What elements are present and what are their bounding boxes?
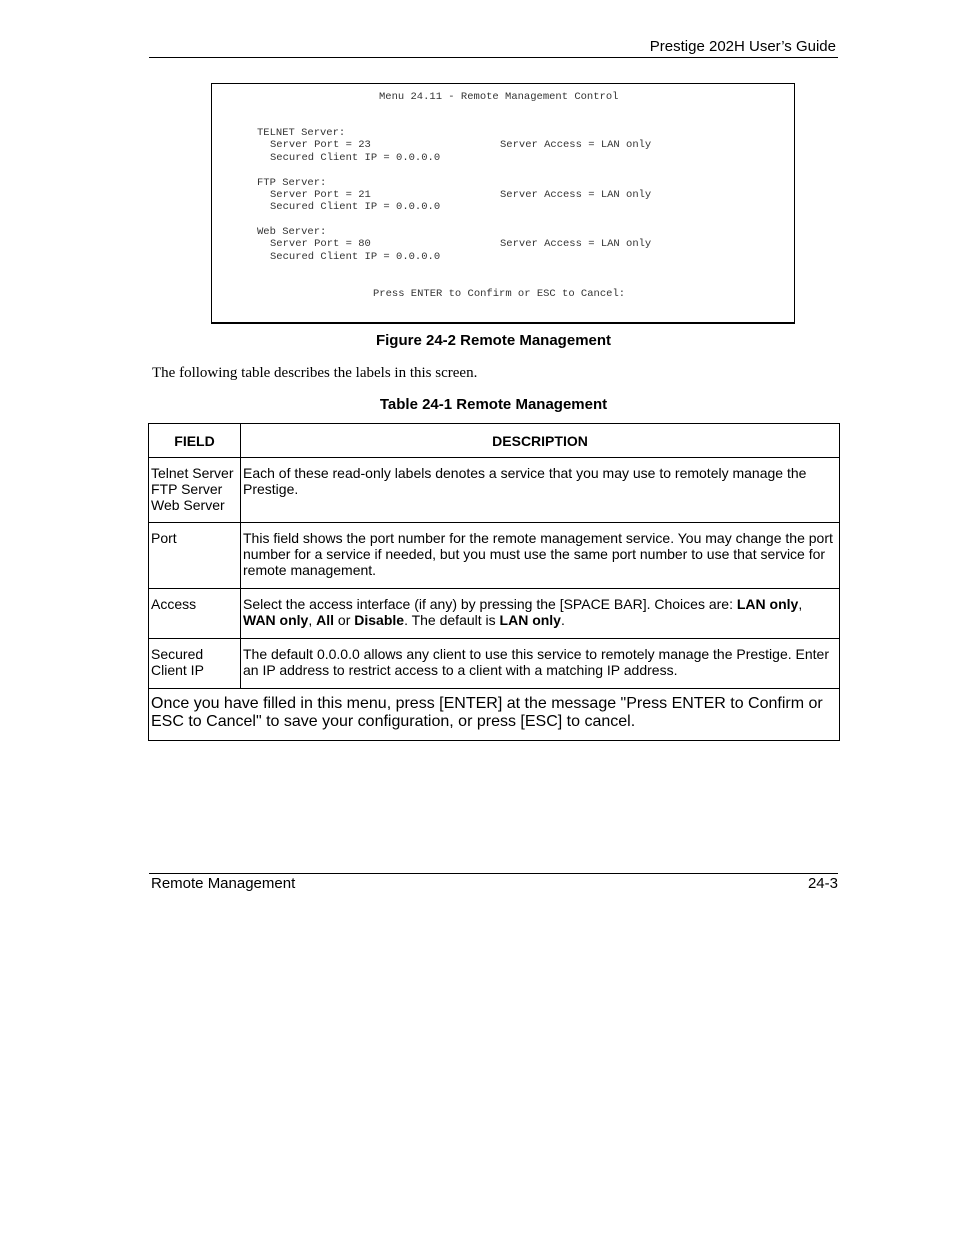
column-header-field: FIELD	[149, 424, 241, 458]
table-row	[149, 639, 840, 689]
default-value: LAN only	[499, 612, 561, 628]
description-text: Select the access interface (if any) by pressing the [SPACE BAR]. Choices are:	[243, 596, 737, 612]
ftp-access: Server Access = LAN only	[500, 189, 652, 201]
table-note: Once you have filled in this menu, press [ENTER] at the message "Press ENTER to Confirm or ESC to Cancel" to save your configuration, or press [ESC] to cancel.	[149, 689, 840, 741]
web-ip: Secured Client IP = 0.0.0.0	[270, 251, 441, 263]
ftp-label: FTP Server:	[257, 177, 327, 189]
table-row	[149, 458, 840, 523]
table-row	[149, 589, 840, 639]
description-text: or	[334, 612, 355, 628]
description-cell: The default 0.0.0.0 allows any client to use this service to remotely manage the Prestige. Enter an IP address to restrict access to a client with a matching IP address.	[241, 639, 840, 689]
option-all: All	[316, 612, 335, 628]
telnet-port: Server Port = 23	[270, 139, 371, 151]
menu-title: Menu 24.11 - Remote Management Control	[379, 91, 619, 103]
description-text: .	[560, 612, 565, 628]
field-name: Web Server	[151, 497, 225, 513]
description-text: ,	[798, 596, 803, 612]
table-row	[149, 523, 840, 589]
figure-caption: Figure 24-2 Remote Management	[375, 332, 612, 349]
running-header: Prestige 202H User’s Guide	[649, 38, 836, 55]
ftp-ip: Secured Client IP = 0.0.0.0	[270, 201, 441, 213]
telnet-access: Server Access = LAN only	[500, 139, 652, 151]
description-text: ,	[308, 612, 317, 628]
description-cell	[241, 589, 840, 639]
footer-rule	[149, 873, 838, 874]
table-header-row	[149, 424, 840, 458]
ftp-port: Server Port = 21	[270, 189, 371, 201]
field-name: Secured	[151, 646, 204, 662]
description-cell: This field shows the port number for the remote management service. You may change the port number for a service if needed, but you must use the same port number to use that service for remote management.	[241, 523, 840, 589]
field-name: FTP Server	[151, 481, 223, 497]
option-wan-only: WAN only	[243, 612, 309, 628]
field-cell	[149, 458, 241, 523]
column-header-description: DESCRIPTION	[241, 424, 840, 458]
option-lan-only: LAN only	[736, 596, 799, 612]
field-description-table	[148, 423, 840, 741]
web-label: Web Server:	[257, 226, 327, 238]
table-caption: Table 24-1 Remote Management	[379, 396, 608, 413]
field-cell: Port	[149, 523, 241, 589]
footer-section-title: Remote Management	[151, 875, 296, 892]
field-cell	[149, 639, 241, 689]
telnet-ip: Secured Client IP = 0.0.0.0	[270, 152, 441, 164]
web-access: Server Access = LAN only	[500, 238, 652, 250]
web-port: Server Port = 80	[270, 238, 371, 250]
description-text: . The default is	[404, 612, 500, 628]
page-number: 24-3	[807, 875, 838, 892]
field-name: Telnet Server	[151, 465, 234, 481]
description-cell: Each of these read-only labels denotes a service that you may use to remotely manage the Prestige.	[241, 458, 840, 523]
table-note-row	[149, 689, 840, 741]
terminal-screen	[211, 83, 795, 324]
option-disable: Disable	[354, 612, 405, 628]
field-name: Client IP	[151, 662, 204, 678]
field-cell: Access	[149, 589, 241, 639]
header-rule	[149, 57, 838, 58]
intro-text: The following table describes the labels in this screen.	[152, 365, 478, 381]
confirm-prompt: Press ENTER to Confirm or ESC to Cancel:	[373, 288, 626, 300]
telnet-label: TELNET Server:	[257, 127, 346, 139]
